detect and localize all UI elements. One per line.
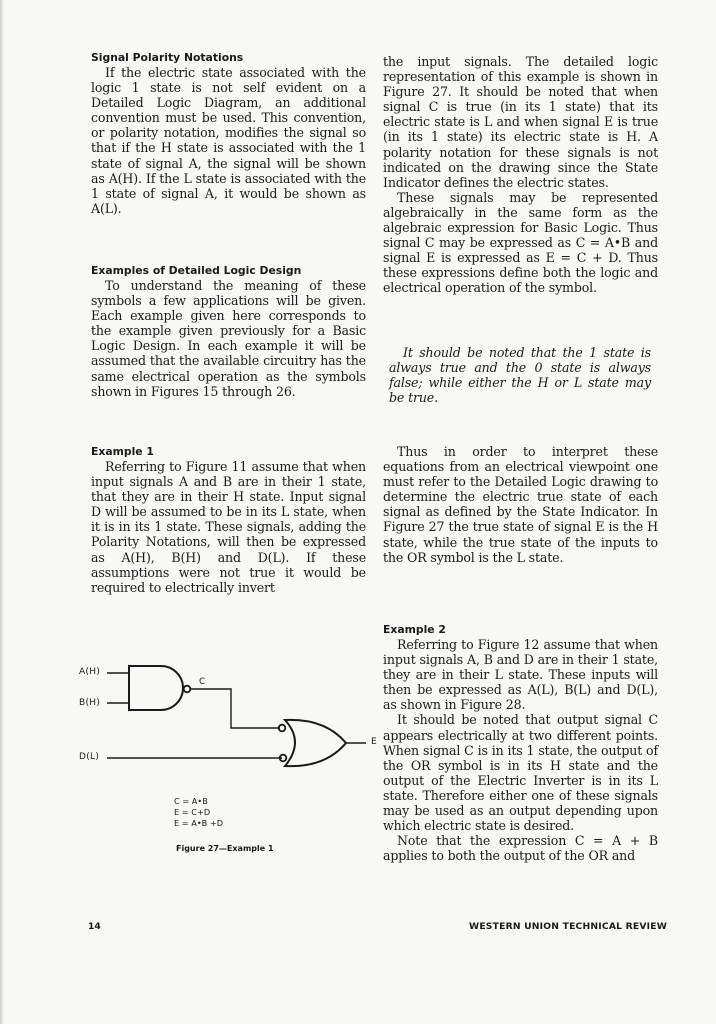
publication-name: WESTERN UNION TECHNICAL REVIEW: [469, 921, 668, 932]
paragraph: Referring to Figure 11 assume that when input signals A and B are in their 1 state, that they are in their H state. Input signal D will be assumed to be in its L state, when it is in its 1 state. These signals, adding the Polarity Notations, will then be expressed as A(H), B(H) and D(L). If these assumptions were not true it would be required to electrically invert: [91, 459, 366, 595]
wire-c: [190, 689, 280, 728]
signal-label-a: A(H): [79, 667, 101, 677]
paragraph: If the electric state associated with the logic 1 state is not self evident on a Detailed Logic Diagram, an additional convention must be used. This convention, or polarity notation, modifies the signal so that if the H state is associated with the 1 state of signal A, the signal will be shown as A(H). If the L state is associated with the 1 state of signal A, it would be shown as A(L).: [91, 65, 366, 216]
paragraph: It should be noted that output signal C appears electrically at two different points. When signal C is in its 1 state, the output of the OR symbol is in its H state and the output of the Electric Inverter is in its L state. Therefore either one of these signals may be used as an output depending upon which electric state is desired.: [383, 712, 658, 834]
inverter-bubble-icon: [184, 686, 191, 693]
paragraph: the input signals. The detailed logic representation of this example is shown in Figure 27. It should be noted that when signal C is true (in its 1 state) that its electric state is L and when signal E is true (in its 1 state) its electric state is H. A polarity notation for these signals is not indicated on the drawing since the State Indicator defines the electric states.: [383, 54, 658, 190]
equation: E = A•B +D: [174, 818, 224, 828]
heading-signal-polarity: Signal Polarity Notations: [91, 51, 244, 64]
paragraph: Referring to Figure 12 assume that when input signals A, B and D are in their 1 state, they are in their L state. These inputs will then be expressed as A(L), B(L) and D(L), as shown in Figure 28.: [383, 637, 658, 713]
page-number: 14: [88, 921, 101, 932]
and-gate-icon: [129, 666, 183, 710]
heading-example-1: Example 1: [91, 445, 154, 458]
paragraph: Note that the expression C = A + B applies to both the output of the OR and: [383, 833, 658, 864]
or-gate-icon: [285, 720, 346, 766]
signal-label-d: D(L): [79, 752, 100, 762]
paragraph: Thus in order to interpret these equations from an electrical viewpoint one must refer to the Detailed Logic drawing to determine the electric true state of each signal as defined by the State Indicator. In Figure 27 the true state of signal E is the H state, while the true state of the inputs to the OR symbol is the L state.: [383, 444, 658, 565]
paragraph: To understand the meaning of these symbols a few applications will be given. Each example given here corresponds to the example given previously for a Basic Logic Design. In each example it will be assumed that the available circuitry has the same electrical operation as the symbols shown in Figures 15 through 26.: [91, 278, 366, 399]
equation: E = C+D: [174, 807, 211, 817]
equation-list: [174, 796, 223, 829]
signal-label-e: E: [371, 737, 377, 747]
signal-label-b: B(H): [79, 698, 101, 708]
equation: C = A•B: [174, 796, 208, 806]
note-text: It should be noted that the 1 state is always true and the 0 state is always false; while either the H or L state may be true.: [389, 345, 651, 406]
heading-examples: Examples of Detailed Logic Design: [91, 264, 302, 277]
paragraph: These signals may be represented algebraically in the same form as the algebraic expression for Basic Logic. Thus signal C may be expressed as C = A•B and signal E is expressed as E = C + D. Thus these expressions define both the logic and electrical operation of the symbol.: [383, 189, 658, 296]
signal-label-c: C: [199, 677, 206, 687]
figure-caption: Figure 27—Example 1: [176, 844, 274, 853]
heading-example-2: Example 2: [383, 623, 446, 636]
